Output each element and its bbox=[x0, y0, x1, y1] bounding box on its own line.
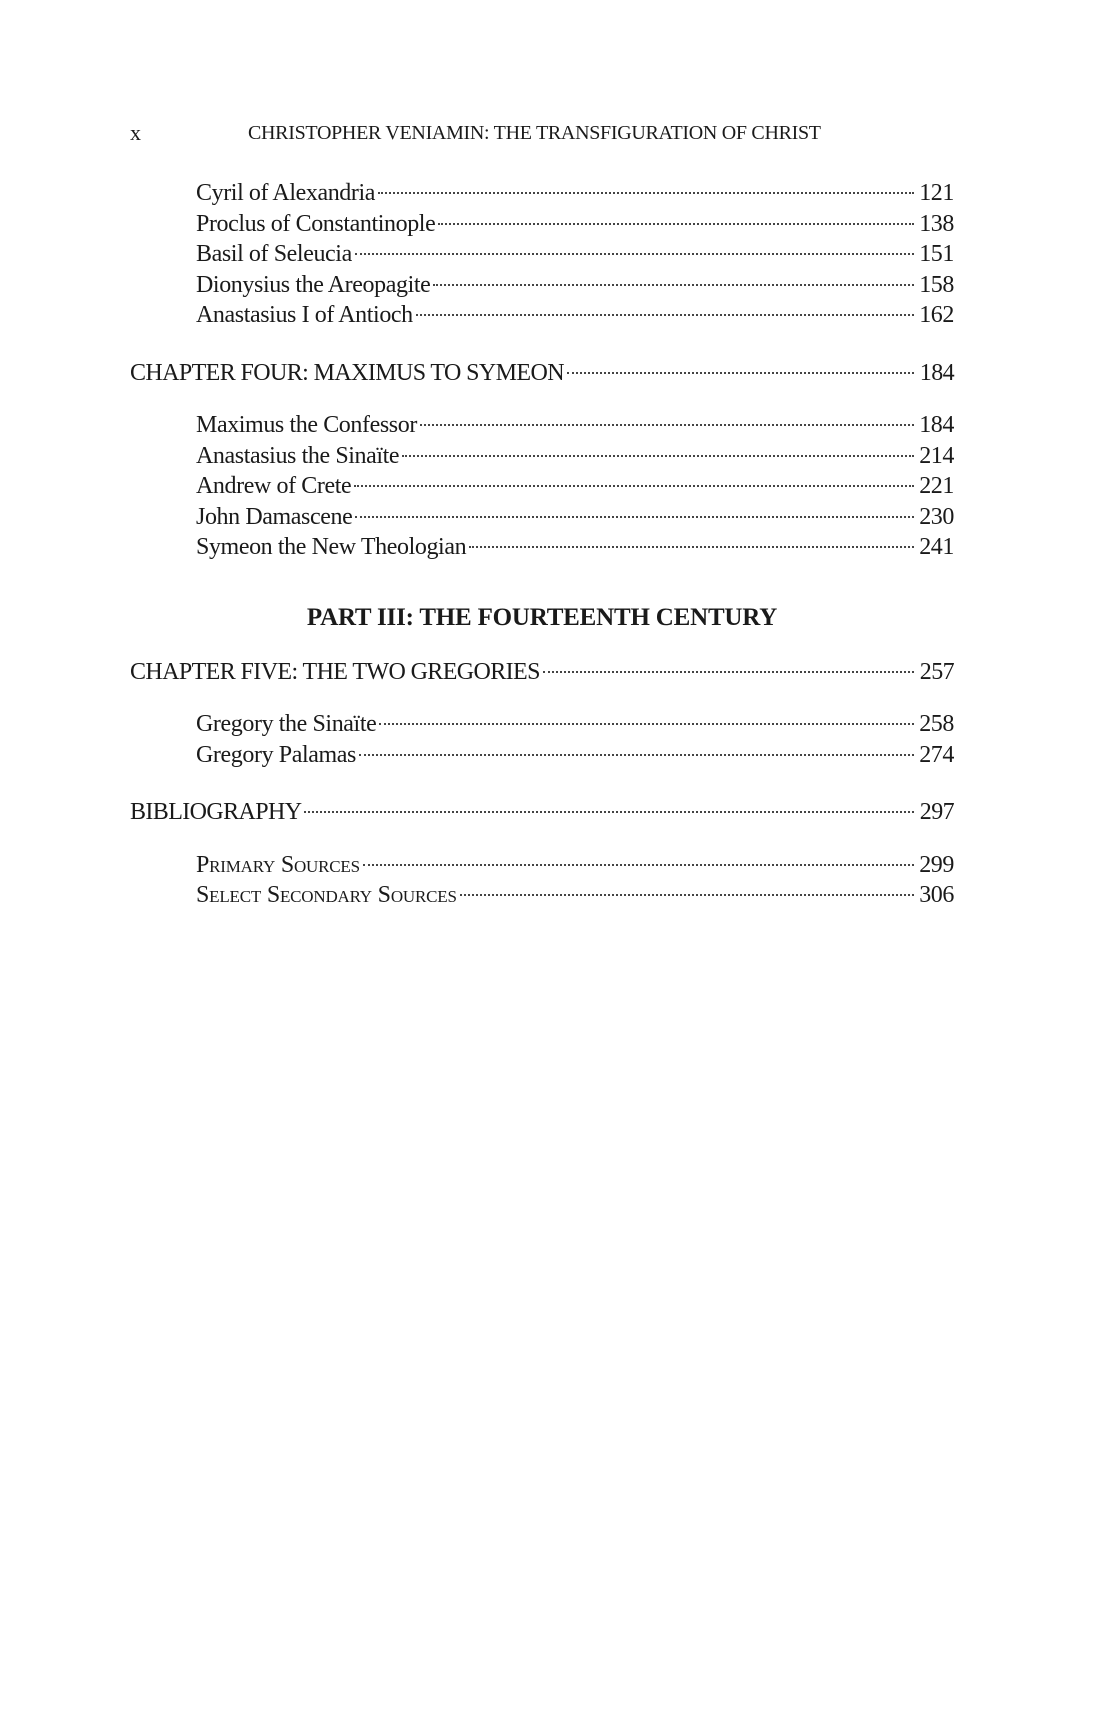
dot-leader bbox=[420, 424, 914, 426]
toc-entry-page: 258 bbox=[919, 711, 954, 737]
toc-entry[interactable] bbox=[130, 239, 954, 270]
running-title: CHRISTOPHER VENIAMIN: THE TRANSFIGURATION OF CHRIST bbox=[248, 122, 821, 144]
dot-leader bbox=[304, 811, 914, 813]
toc-entry[interactable] bbox=[130, 502, 954, 533]
dot-leader bbox=[433, 284, 914, 286]
toc-chapter-label: BIBLIOGRAPHY bbox=[130, 799, 302, 825]
toc-entry[interactable] bbox=[130, 850, 954, 881]
spacer bbox=[130, 828, 954, 850]
toc-entry-page: 184 bbox=[919, 412, 954, 438]
toc-chapter-page: 184 bbox=[919, 359, 954, 386]
toc-entry[interactable] bbox=[130, 209, 954, 240]
toc-entry-page: 299 bbox=[919, 851, 954, 878]
toc-entry-page: 241 bbox=[919, 534, 954, 560]
toc-entry-label: Maximus the Confessor bbox=[196, 412, 417, 438]
dot-leader bbox=[543, 671, 914, 673]
spacer bbox=[130, 563, 954, 601]
toc-entry[interactable] bbox=[130, 410, 954, 441]
spacer bbox=[130, 331, 954, 358]
toc-entry-page: 230 bbox=[919, 503, 954, 530]
toc-entry-label: Gregory Palamas bbox=[196, 741, 356, 768]
toc-chapter-page: 297 bbox=[919, 799, 954, 825]
toc-entry[interactable] bbox=[130, 270, 954, 301]
spacer bbox=[130, 687, 954, 709]
spacer bbox=[130, 770, 954, 797]
toc-entry-page: 121 bbox=[919, 180, 954, 206]
dot-leader bbox=[416, 314, 914, 316]
dot-leader bbox=[359, 754, 914, 756]
dot-leader bbox=[438, 223, 914, 225]
dot-leader bbox=[354, 485, 914, 487]
toc-entry-page: 158 bbox=[919, 271, 954, 298]
toc-entry[interactable] bbox=[130, 740, 954, 771]
toc-entry-page: 138 bbox=[919, 210, 954, 237]
dot-leader bbox=[402, 455, 914, 457]
dot-leader bbox=[378, 192, 914, 194]
table-of-contents bbox=[130, 178, 954, 911]
toc-entry-label: Select Secondary Sources bbox=[196, 882, 457, 908]
toc-entry-label: Basil of Seleucia bbox=[196, 241, 352, 267]
dot-leader bbox=[355, 253, 914, 255]
toc-chapter-four[interactable] bbox=[130, 358, 954, 389]
spacer bbox=[130, 388, 954, 410]
dot-leader bbox=[355, 516, 914, 518]
toc-entry-label: Primary Sources bbox=[196, 851, 360, 878]
part-heading: PART III: THE FOURTEENTH CENTURY bbox=[306, 603, 778, 631]
toc-entry-page: 214 bbox=[919, 442, 954, 469]
dot-leader bbox=[460, 894, 914, 896]
toc-entry-label: Cyril of Alexandria bbox=[196, 180, 376, 206]
toc-chapter-label: CHAPTER FIVE: THE TWO GREGORIES bbox=[130, 658, 540, 685]
toc-entry-label: Anastasius the Sinaïte bbox=[196, 442, 400, 469]
toc-chapter-label: CHAPTER FOUR: MAXIMUS TO SYMEON bbox=[130, 359, 564, 386]
dot-leader bbox=[567, 372, 914, 374]
toc-entry-label: Dionysius the Areopagite bbox=[196, 271, 431, 298]
toc-entry-page: 221 bbox=[919, 473, 954, 499]
toc-entry[interactable] bbox=[130, 880, 954, 911]
toc-entry[interactable] bbox=[130, 709, 954, 740]
toc-entry-label: Anastasius I of Antioch bbox=[196, 302, 413, 328]
running-head bbox=[130, 118, 954, 148]
spacer bbox=[130, 635, 954, 657]
toc-entry[interactable] bbox=[130, 532, 954, 563]
dot-leader bbox=[363, 864, 914, 866]
toc-entry[interactable] bbox=[130, 441, 954, 472]
dot-leader bbox=[379, 723, 914, 725]
toc-bibliography[interactable] bbox=[130, 797, 954, 828]
toc-chapter-page: 257 bbox=[919, 658, 954, 685]
toc-entry-page: 274 bbox=[919, 741, 954, 768]
toc-entry[interactable] bbox=[130, 471, 954, 502]
toc-entry-label: Proclus of Constantinople bbox=[196, 210, 436, 237]
toc-entry-label: Gregory the Sinaïte bbox=[196, 711, 377, 737]
toc-entry-page: 151 bbox=[919, 241, 954, 267]
toc-entry-page: 162 bbox=[919, 302, 954, 328]
toc-entry-label: Andrew of Crete bbox=[196, 473, 352, 499]
toc-entry-page: 306 bbox=[919, 882, 954, 908]
dot-leader bbox=[469, 546, 914, 548]
toc-entry-label: Symeon the New Theologian bbox=[196, 534, 467, 560]
toc-chapter-five[interactable] bbox=[130, 657, 954, 688]
toc-entry[interactable] bbox=[130, 300, 954, 331]
toc-entry[interactable] bbox=[130, 178, 954, 209]
page-folio: x bbox=[130, 120, 141, 145]
toc-entry-label: John Damascene bbox=[196, 503, 353, 530]
